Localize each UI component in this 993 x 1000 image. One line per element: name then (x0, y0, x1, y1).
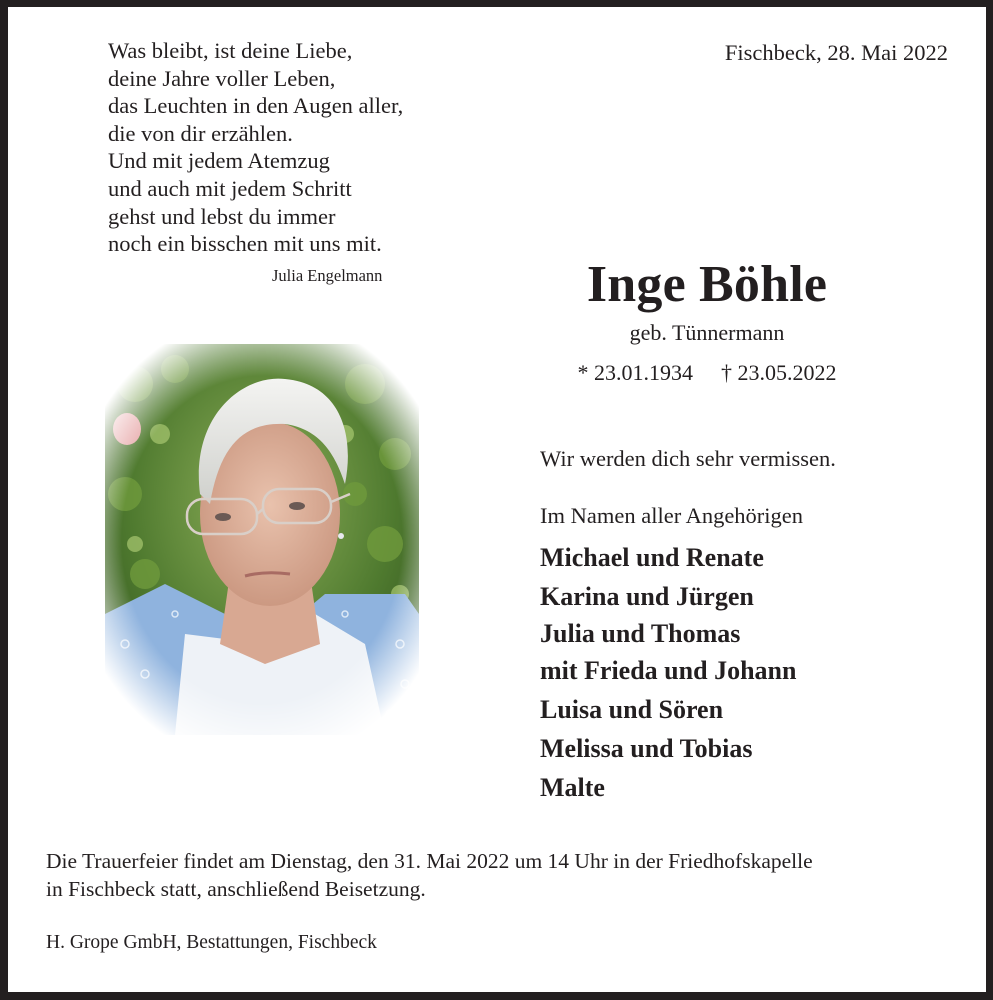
poem-line: die von dir erzählen. (108, 120, 293, 146)
family-member: Julia und Thomas (540, 619, 741, 648)
poem-line: Was bleibt, ist deine Liebe, (108, 38, 353, 63)
memorial-poem (108, 37, 403, 258)
family-list (540, 538, 796, 807)
service-line: in Fischbeck statt, anschließend Beisetzung. (46, 877, 426, 901)
service-line: Die Trauerfeier findet am Dienstag, den 31. Mai 2022 um 14 Uhr in der Friedhofskapelle (46, 849, 813, 873)
place-date: Fischbeck, 28. Mai 2022 (724, 40, 948, 65)
poem-line: deine Jahre voller Leben, (108, 65, 336, 91)
family-member: Michael und Renate (540, 543, 764, 572)
portrait-photo (105, 344, 419, 735)
obituary-notice (8, 7, 986, 992)
birth-name: geb. Tünnermann (629, 320, 785, 345)
poem-line: gehst und lebst du immer (108, 203, 336, 229)
poem-author: Julia Engelmann (272, 266, 383, 285)
on-behalf-line: Im Namen aller Angehörigen (540, 503, 804, 528)
poem-line: und auch mit jedem Schritt (108, 175, 352, 201)
poem-line: Und mit jedem Atemzug (108, 148, 330, 174)
family-member: Karina und Jürgen (540, 582, 754, 611)
poem-line: das Leuchten in den Augen aller, (108, 93, 404, 119)
portrait-image-icon (105, 344, 419, 735)
family-member: Melissa und Tobias (540, 734, 753, 763)
funeral-service-info (46, 847, 813, 903)
poem-line: noch ein bisschen mit uns mit. (108, 231, 382, 257)
undertaker: H. Grope GmbH, Bestattungen, Fischbeck (46, 932, 377, 953)
death-date: † 23.05.2022 (721, 360, 837, 385)
deceased-info (540, 255, 874, 386)
birth-date: * 23.01.1934 (577, 360, 693, 385)
farewell-message: Wir werden dich sehr vermissen. (540, 446, 836, 471)
family-member: mit Frieda und Johann (540, 656, 797, 685)
deceased-name: Inge Böhle (586, 256, 828, 313)
life-dates (540, 360, 874, 386)
family-member: Luisa und Sören (540, 695, 724, 724)
family-member: Malte (540, 773, 605, 802)
